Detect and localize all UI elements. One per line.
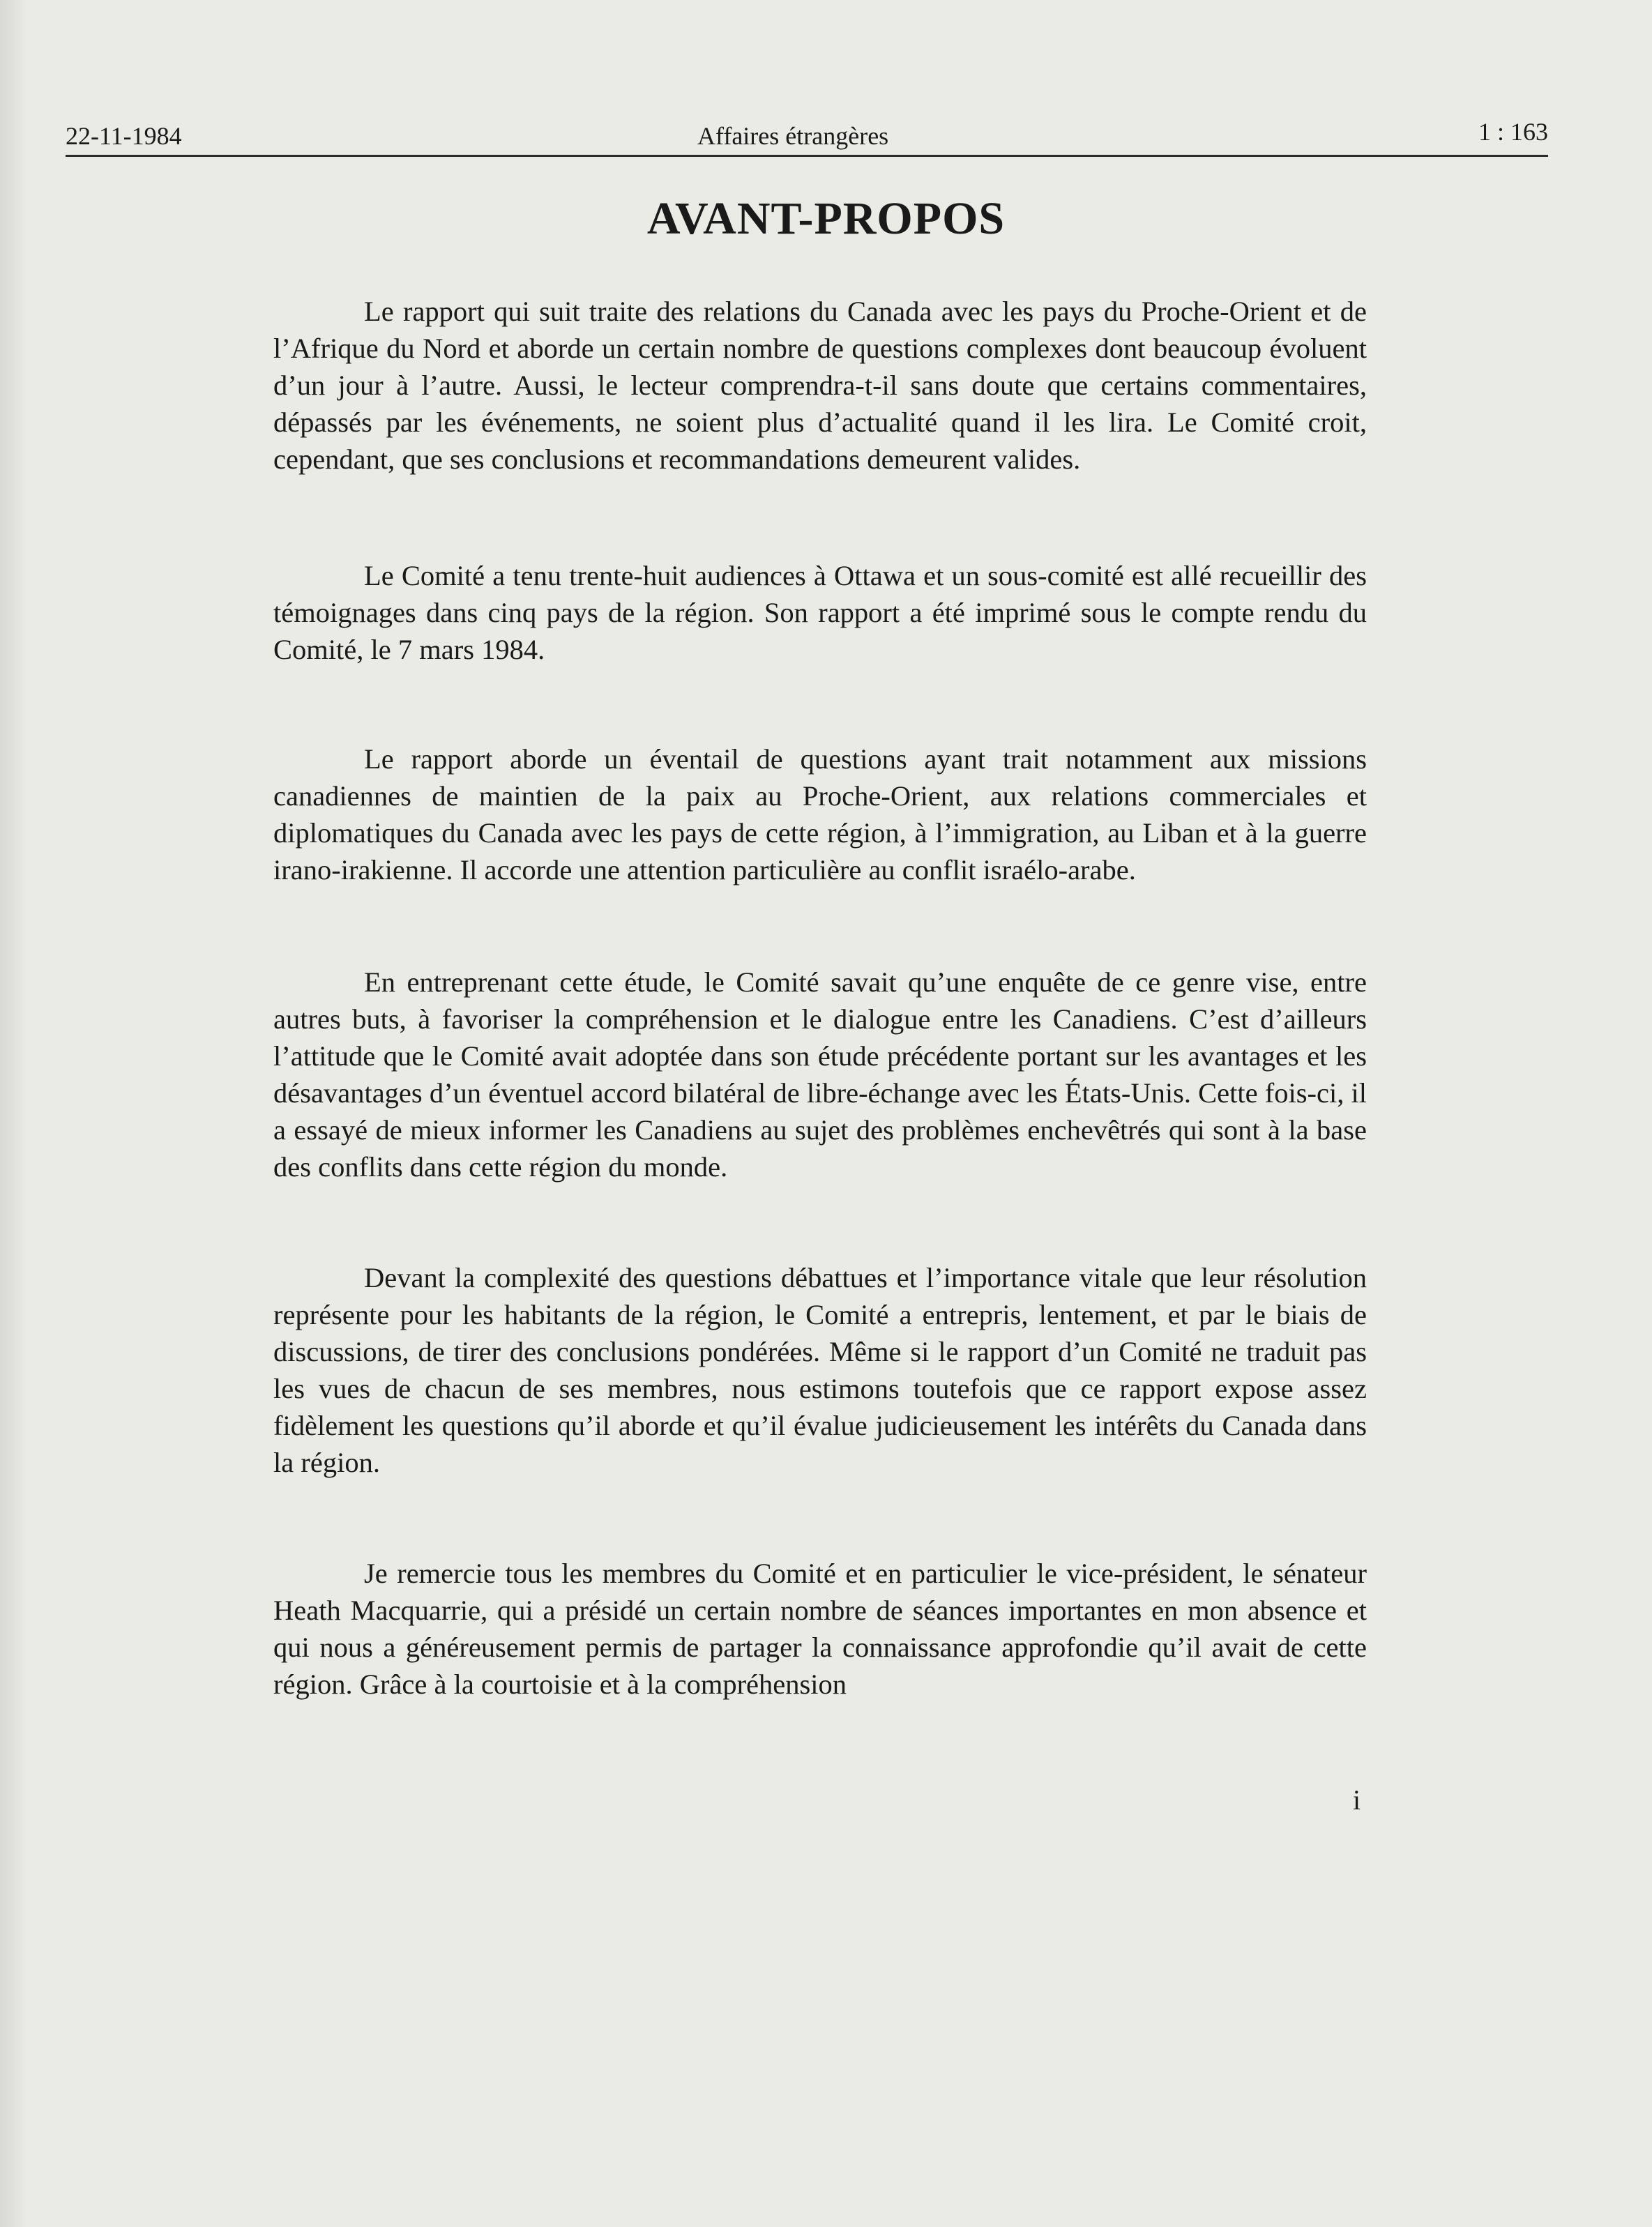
paragraph-3: Le rapport aborde un éventail de questions ayant trait notamment aux missions canadiennes de maintien de la paix au Proche-Orient, aux relations commerciales et diplomatiques du Canada avec les pays de cette région, à l’immigration, au Liban et à la guerre irano-irakienne. Il accorde une attention particulière au conflit israélo-arabe.	[273, 743, 1367, 886]
paragraph-5: Devant la complexité des questions débattues et l’importance vitale que leur résolution représente pour les habitants de la région, le Comité a entrepris, lentement, et par le biais de discussions, de tirer des conclusions pondérées. Même si le rapport d’un Comité ne traduit pas les vues de chacun de ses membres, nous estimons toutefois que ce rapport expose assez fidèlement les questions qu’il aborde et qu’il évalue judicieusement les intérêts du Canada dans la région.	[273, 1262, 1367, 1478]
page-title: AVANT-PROPOS	[646, 193, 1006, 244]
header-page-number: 1 : 163	[1478, 118, 1548, 146]
folio-page-number: i	[1353, 1784, 1361, 1816]
header-journal-title: Affaires étrangères	[697, 122, 889, 150]
body-text	[273, 293, 1367, 1778]
paragraph-4: En entreprenant cette étude, le Comité savait qu’une enquête de ce genre vise, entre autres buts, à favoriser la compréhension et le dialogue entre les Canadiens. C’est d’ailleurs l’attitude que le Comité avait adoptée dans son étude précédente portant sur les avantages et les désavantages d’un éventuel accord bilatéral de libre-échange avec les États-Unis. Cette fois-ci, il a essayé de mieux informer les Canadiens au sujet des problèmes enchevêtrés qui sont à la base des conflits dans cette région du monde.	[273, 966, 1367, 1183]
paragraph-1: Le rapport qui suit traite des relations du Canada avec les pays du Proche-Orient et de l’Afrique du Nord et aborde un certain nombre de questions complexes dont beaucoup évoluent d’un jour à l’autre. Aussi, le lecteur comprendra-t-il sans doute que certains commentaires, dépassés par les événements, ne soient plus d’actualité quand il les lira. Le Comité croit, cependant, que ses conclusions et recommandations demeurent valides.	[273, 296, 1367, 475]
running-header	[66, 117, 1548, 158]
header-rule	[66, 155, 1548, 157]
paragraph-6: Je remercie tous les membres du Comité et en particulier le vice-président, le sénateur Heath Macquarrie, qui a présidé un certain nombre de séances importantes en mon absence et qui nous a généreusement permis de partager la connaissance approfondie qu’il avait de cette région. Grâce à la courtoisie et à la compréhension	[273, 1558, 1367, 1700]
page-edge-shadow	[0, 0, 28, 2227]
header-date: 22-11-1984	[66, 122, 182, 150]
paragraph-2: Le Comité a tenu trente-huit audiences à Ottawa et un sous-comité est allé recueillir des témoignages dans cinq pays de la région. Son rapport a été imprimé sous le compte rendu du Comité, le 7 mars 1984.	[273, 560, 1367, 665]
